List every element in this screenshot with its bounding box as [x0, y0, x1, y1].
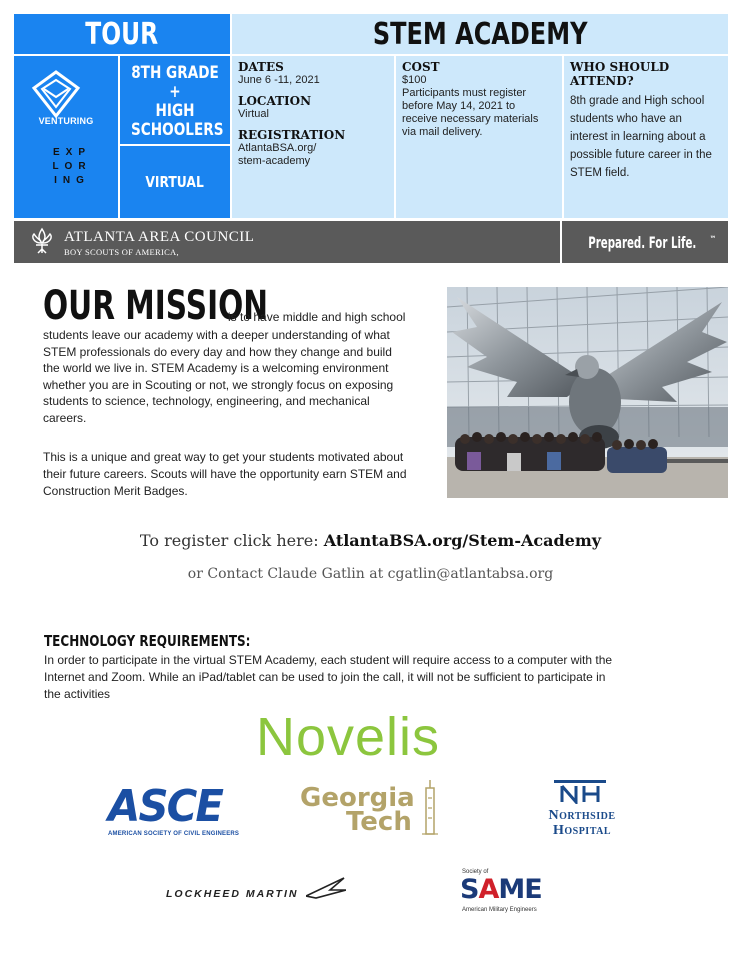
- georgia-tech-logo: [300, 783, 415, 837]
- exploring-letter: L: [52, 161, 59, 172]
- dates-label: DATES: [238, 60, 284, 74]
- tagline-text: Prepared. For Life.: [587, 232, 696, 252]
- asce-subtitle: AMERICAN SOCIETY OF CIVIL ENGINEERS: [108, 831, 240, 837]
- register-prefix: To register click here:: [139, 531, 324, 550]
- contact-line: or Contact Claude Gatlin at cgatlin@atlantabsa.org: [187, 566, 554, 582]
- same-letter: ME: [498, 874, 542, 905]
- fleur-de-lis-icon: [28, 227, 56, 257]
- tech-requirements-title: TECHNOLOGY REQUIREMENTS:: [44, 632, 251, 650]
- registration-value-line: stem-academy: [238, 155, 311, 167]
- asce-wordmark: ASCE: [108, 781, 223, 832]
- attend-line: 8th grade and High school: [570, 95, 705, 107]
- tech-line: the activities: [44, 687, 111, 701]
- tech-tower-icon: [420, 778, 440, 836]
- location-label: LOCATION: [238, 94, 312, 108]
- georgia-tech-line: Georgia: [300, 783, 415, 813]
- venturing-label: VENTURING: [38, 116, 94, 126]
- group-photo-falcon-statue: [447, 287, 728, 498]
- attend-cell: [564, 56, 728, 218]
- cost-value: $100: [402, 74, 427, 86]
- mission-first-line: is to have middle and high school: [228, 310, 406, 324]
- register-line: [0, 531, 741, 550]
- format-label: VIRTUAL: [145, 173, 205, 191]
- tech-requirements-body: [44, 652, 704, 703]
- council-name: ATLANTA AREA COUNCIL: [64, 229, 255, 245]
- exploring-letter: O: [64, 161, 73, 172]
- exploring-letter: I: [54, 175, 57, 186]
- mission-line: whether you are in Scouting or not, we strongly focus on exposing: [43, 377, 394, 392]
- attend-line: possible future career in the: [570, 149, 712, 161]
- attend-line: STEM field.: [570, 167, 630, 179]
- mission-line: the world we live in. STEM Academy is a welcoming environment: [43, 361, 389, 376]
- tagline: [574, 233, 716, 252]
- registration-value: [238, 142, 388, 168]
- attend-value: [570, 92, 722, 182]
- grade-line: +: [169, 82, 181, 102]
- title-cell: [232, 14, 728, 54]
- same-subtitle: American Military Engineers: [462, 907, 537, 913]
- exploring-letter: P: [78, 147, 85, 158]
- tech-line: Internet and Zoom. While an iPad/tablet can be used to join the call, it will not be sufficient to participate in: [44, 670, 606, 684]
- mission-paragraph-2: [43, 449, 453, 500]
- attend-label: WHO SHOULD ATTEND?: [570, 60, 670, 88]
- tagline-bar: [562, 221, 728, 263]
- dates-value: June 6 -11, 2021: [238, 74, 320, 86]
- asce-logo: [108, 781, 240, 837]
- cost-cell: [396, 56, 562, 218]
- attend-line: interest in learning about a: [570, 131, 706, 143]
- mission-p2-line: This is a unique and great way to get your students motivated about: [43, 450, 404, 464]
- tech-line: In order to participate in the virtual STEM Academy, each student will require access to a computer with the: [44, 653, 613, 667]
- council-subtitle: BOY SCOUTS OF AMERICA,: [64, 247, 179, 257]
- northside-hospital-emblem-icon: [554, 780, 606, 804]
- venturing-emblem-icon: [30, 70, 82, 118]
- cost-note-line: Participants must register: [402, 87, 527, 99]
- mission-p2-line: Construction Merit Badges.: [43, 484, 188, 498]
- lockheed-martin-logo: LOCKHEED MARTIN: [166, 888, 299, 900]
- same-logo: [460, 876, 542, 904]
- attend-line: students who have an: [570, 113, 682, 125]
- council-bar: [14, 221, 560, 263]
- exploring-letter: N: [62, 175, 71, 186]
- exploring-letter: G: [76, 175, 84, 186]
- lockheed-star-icon: [306, 876, 346, 902]
- cost-note-line: before May 14, 2021 to: [402, 100, 516, 112]
- same-letter: A: [478, 874, 499, 905]
- format-cell: [120, 146, 230, 218]
- register-link[interactable]: AtlantaBSA.org/Stem-Academy: [323, 531, 602, 550]
- mission-line: STEM professionals do every day and how they change and build: [43, 344, 392, 359]
- cost-note-line: via mail delivery.: [402, 126, 483, 138]
- georgia-tech-line: Tech: [346, 807, 412, 837]
- exploring-letter: R: [78, 161, 86, 172]
- mission-line: careers.: [43, 410, 87, 425]
- exploring-letter: E: [52, 147, 60, 158]
- same-letter: S: [460, 874, 479, 905]
- mission-p2-line: their future careers. Scouts will have the opportunity earn STEM and: [43, 467, 407, 481]
- dates-location-cell: [232, 56, 394, 218]
- cost-label: COST: [402, 60, 440, 74]
- exploring-logo: [44, 146, 94, 196]
- northside-hospital-logo: [534, 808, 630, 838]
- trademark-symbol: ™: [709, 234, 716, 244]
- northside-hospital-line: Northside: [548, 808, 616, 823]
- registration-value-line: AtlantaBSA.org/: [238, 142, 317, 154]
- registration-label: REGISTRATION: [238, 128, 346, 142]
- page-title: STEM ACADEMY: [372, 16, 588, 52]
- grade-line: 8TH GRADE: [131, 63, 219, 83]
- location-value: Virtual: [238, 108, 269, 120]
- same-prefix: Society of: [462, 869, 489, 875]
- cost-note-line: receive necessary materials: [402, 113, 539, 125]
- grade-line: SCHOOLERS: [131, 120, 224, 140]
- tour-label-cell: [14, 14, 230, 54]
- grade-line: HIGH: [155, 101, 195, 121]
- grade-cell: [120, 56, 230, 144]
- mission-line: students leave our academy with a deeper understanding of what: [43, 328, 390, 342]
- northside-hospital-line: Hospital: [552, 823, 612, 838]
- novelis-logo: Novelis: [256, 707, 441, 767]
- exploring-letter: X: [65, 147, 73, 158]
- mission-title: OUR MISSION: [43, 283, 269, 329]
- mission-line: students to science, technology, engineering, and mechanical: [43, 394, 370, 409]
- cost-note: [402, 87, 556, 139]
- tour-label: TOUR: [85, 16, 159, 52]
- mission-body: [43, 327, 443, 427]
